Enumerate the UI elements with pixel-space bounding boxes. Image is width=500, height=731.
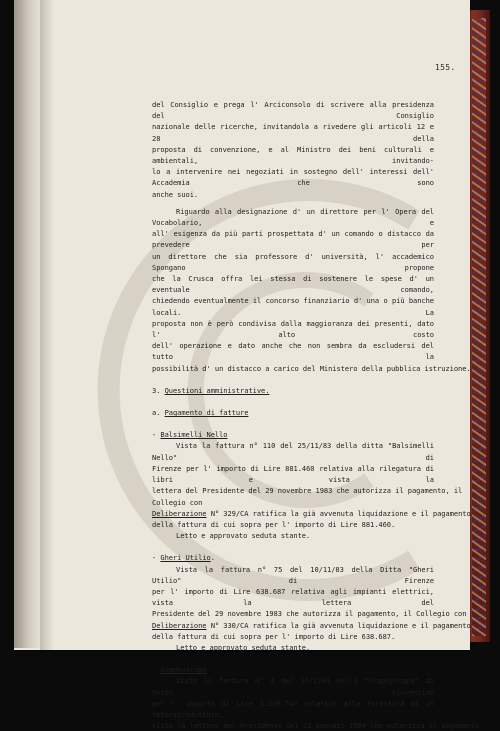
page-gutter-shadow [40, 0, 54, 650]
invoice-list [152, 429, 484, 731]
vendor-name-suffix: . [210, 553, 215, 563]
document-page [14, 0, 484, 731]
text-line: Vista la fattura N° 4 del 10/1/84 della "Graphyscopy" di Sesto Fiorentino [152, 676, 434, 697]
vendor-name: Gheri Utilio [160, 553, 211, 563]
text-line: Riguardo alla designazione d' un direttore per l' Opera del Vocabolario, e [152, 206, 434, 228]
invoice-entry [152, 552, 471, 653]
vendor-dash: - [152, 553, 161, 563]
invoice-entry [152, 664, 484, 731]
left-page-edge [14, 0, 40, 648]
vendor-dash: - [152, 430, 161, 440]
text-line: possibilità d' un distacco a carico del Ministero della pubblica istruzione. [152, 363, 471, 373]
text-line: un direttore che sia professore d' università, l' accademico Spongano propone [152, 251, 434, 272]
approval-note: Letto e approvato seduta stante. [176, 531, 311, 541]
deliberation-label: Deliberazione [152, 620, 207, 630]
page-number: 155. [435, 63, 456, 72]
text-line: chiedendo eventualmente il concorso finanziario d' una o più banche locali. La [152, 296, 434, 317]
section-a-heading: a. Pagamento di fatture [152, 408, 249, 418]
text-line: anche suoi. [152, 189, 199, 199]
text-line: all' esigenza da più parti prospettata d' un comando o distacco da prevedere per [152, 229, 434, 250]
vendor-name: Balsimelli Nello [160, 430, 228, 440]
document-body [152, 99, 484, 731]
invoice-vendor-heading [152, 664, 434, 675]
invoice-vendor-heading [152, 552, 434, 563]
text-line: per l' importo di Lire 3.236.740 relativa alla fornitura di un fotoriproduttore, [152, 698, 434, 719]
text-line: dell' operazione e dato anche che non sembra da escludersi del tutto la [152, 341, 434, 362]
text-line: lettera del Presidente del 29 novembre 1983 che autorizza il pagamento, il [152, 486, 463, 496]
text-line: che la Crusca offra lei stessa di sostenere le spese d' un eventuale comando, [152, 274, 434, 295]
approval-note: Letto e approvato seduta stante. [176, 642, 311, 652]
text-line: Presidente del 29 novembre 1983 che autorizza il pagamento, il Collegio con [152, 609, 467, 619]
deliberation-line [152, 508, 471, 519]
text-line: per l' importo di Lire 638.687 relativa agli impianti elettrici, vista la lettera del [152, 586, 434, 608]
text-line: del Consiglio e prega l' Arciconsolo di scrivere alla presidenza del Consiglio [152, 100, 434, 121]
deliberation-label: Deliberazione [152, 508, 207, 518]
paragraph-direttore [152, 206, 471, 374]
invoice-vendor-heading [152, 429, 434, 440]
deliberation-line [152, 620, 471, 631]
text-line: della fattura di cui sopra per l' importo di Lire 881.460. [152, 519, 396, 529]
text-line: lo a intervenire nei negoziati in sostegno dell' interessi dell' Accademia che sono [152, 167, 434, 188]
deliberation-text: N° 329/CA ratifica la già avvenuta liquidazione e il pagamento [206, 508, 471, 518]
text-line: Firenze per l' importo di Lire 881.460 relativa alla rilegatura di libri e vista la [152, 463, 434, 485]
text-line: nazionale delle ricerche, invitandola a rivedere gli articoli 12 e 28 della [152, 122, 434, 143]
invoice-entry [152, 429, 471, 541]
paragraph-convention [152, 99, 434, 200]
marbled-endpaper [472, 18, 486, 636]
text-line: vista la lettera del Presidente del 23 gennaio 1984 che autorizza il pagamento, [152, 721, 484, 731]
text-line: della fattura di cui sopra per l' importo di Lire 638.687. [152, 631, 396, 641]
section-3-heading: 3. Questioni amministrative. [152, 385, 270, 395]
vendor-dash: - [152, 665, 161, 675]
text-line: Vista la fattura n° 75 del 10/11/83 della Ditta "Gheri Utilio" di Firenze [152, 564, 434, 585]
deliberation-text: N° 330/CA ratifica la già avvenuta liquidazione e il pagamento [206, 620, 471, 630]
text-line: Collegio con [152, 497, 203, 507]
text-line: proposta non è però condivisa dalla maggioranza dei presenti, dato l' alto costo [152, 318, 434, 340]
text-line: Vista la fattura n° 110 del 25/11/83 della ditta "Balsimelli Nello" di [152, 441, 434, 462]
text-line: proposta di convenzione, e al Ministro dei beni culturali e ambientali, invitando- [152, 144, 434, 166]
vendor-name: Graphyscopy [160, 665, 207, 675]
